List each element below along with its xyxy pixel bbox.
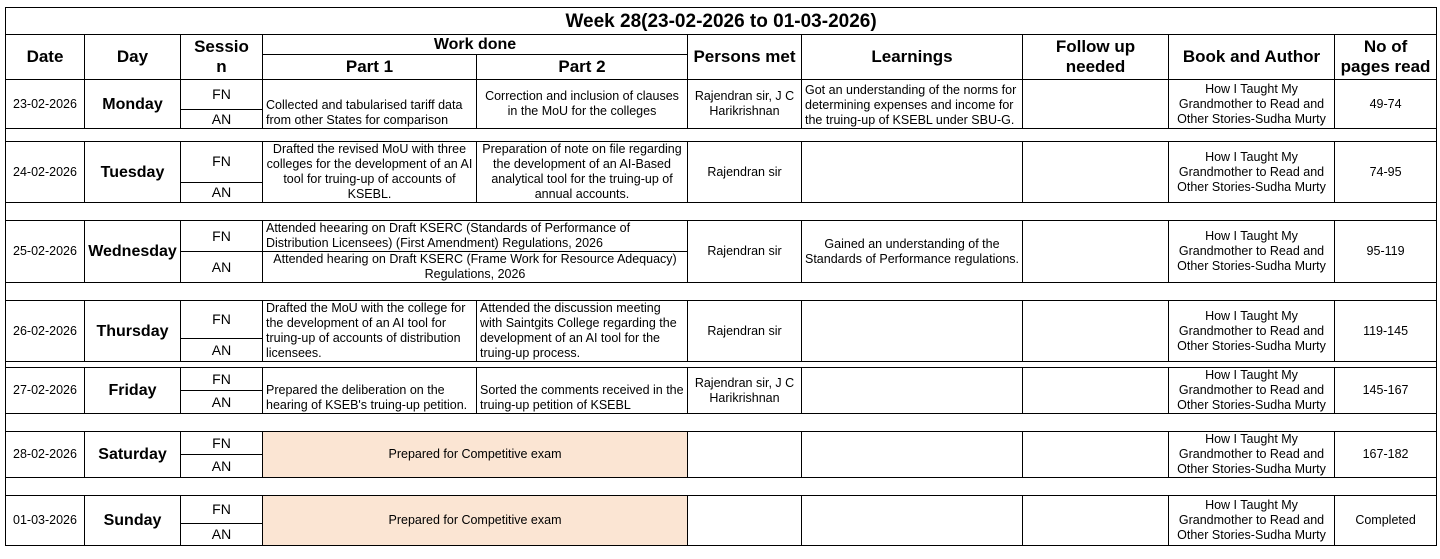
row-date[interactable]: 23-02-2026 <box>6 80 85 129</box>
row-pages[interactable]: 145-167 <box>1335 368 1437 414</box>
session-fn[interactable]: FN <box>181 221 263 252</box>
header-day[interactable]: Day <box>85 35 181 80</box>
row-pages[interactable]: 74-95 <box>1335 142 1437 203</box>
header-follow-up[interactable]: Follow up needed <box>1023 35 1169 80</box>
week-title[interactable]: Week 28(23-02-2026 to 01-03-2026) <box>6 8 1437 35</box>
session-fn[interactable]: FN <box>181 368 263 391</box>
row-day[interactable]: Monday <box>85 80 181 129</box>
row-merged-work[interactable]: Prepared for Competitive exam <box>263 496 688 546</box>
row-follow-up[interactable] <box>1023 142 1169 203</box>
row-learnings[interactable]: Got an understanding of the norms for determining expenses and income for the truing-up of KSEBL under SBU-G. <box>802 80 1023 129</box>
row-day[interactable]: Saturday <box>85 432 181 478</box>
row-persons[interactable]: Rajendran sir <box>688 301 802 362</box>
session-an[interactable]: AN <box>181 252 263 283</box>
row-merged-work[interactable]: Prepared for Competitive exam <box>263 432 688 478</box>
row-fn-work[interactable]: Attended heearing on Draft KSERC (Standards of Performance of Distribution Licensees) (First Amendment) Regulations, 2026 <box>263 221 688 252</box>
row-part2[interactable]: Attended the discussion meeting with Saintgits College regarding the development of an AI tool for the truing-up process. <box>477 301 688 362</box>
row-date[interactable]: 27-02-2026 <box>6 368 85 414</box>
row-follow-up[interactable] <box>1023 368 1169 414</box>
row-follow-up[interactable] <box>1023 221 1169 283</box>
row-persons[interactable]: Rajendran sir, J C Harikrishnan <box>688 80 802 129</box>
row-learnings[interactable] <box>802 142 1023 203</box>
row-an-work[interactable]: Attended hearing on Draft KSERC (Frame Work for Resource Adequacy) Regulations, 2026 <box>263 252 688 283</box>
session-fn[interactable]: FN <box>181 80 263 110</box>
row-follow-up[interactable] <box>1023 301 1169 362</box>
row-persons[interactable] <box>688 432 802 478</box>
row-date[interactable]: 24-02-2026 <box>6 142 85 203</box>
session-an[interactable]: AN <box>181 524 263 546</box>
row-pages[interactable]: 49-74 <box>1335 80 1437 129</box>
row-learnings[interactable] <box>802 432 1023 478</box>
row-day[interactable]: Wednesday <box>85 221 181 283</box>
header-learnings[interactable]: Learnings <box>802 35 1023 80</box>
row-part1[interactable]: Drafted the revised MoU with three colleges for the development of an AI tool for truing-up of accounts of KSEBL. <box>263 142 477 203</box>
weekly-report-table <box>5 7 1437 546</box>
row-persons[interactable]: Rajendran sir <box>688 142 802 203</box>
row-date[interactable]: 01-03-2026 <box>6 496 85 546</box>
header-date[interactable]: Date <box>6 35 85 80</box>
row-learnings[interactable] <box>802 301 1023 362</box>
row-book[interactable]: How I Taught My Grandmother to Read and Other Stories-Sudha Murty <box>1169 221 1335 283</box>
row-day[interactable]: Thursday <box>85 301 181 362</box>
header-session[interactable]: Sessio n <box>181 35 263 80</box>
row-part2[interactable]: Correction and inclusion of clauses in the MoU for the colleges <box>477 80 688 129</box>
row-book[interactable]: How I Taught My Grandmother to Read and Other Stories-Sudha Murty <box>1169 496 1335 546</box>
row-date[interactable]: 25-02-2026 <box>6 221 85 283</box>
row-book[interactable]: How I Taught My Grandmother to Read and Other Stories-Sudha Murty <box>1169 80 1335 129</box>
row-book[interactable]: How I Taught My Grandmother to Read and Other Stories-Sudha Murty <box>1169 368 1335 414</box>
row-pages[interactable]: Completed <box>1335 496 1437 546</box>
session-fn[interactable]: FN <box>181 301 263 339</box>
row-day[interactable]: Tuesday <box>85 142 181 203</box>
row-date[interactable]: 26-02-2026 <box>6 301 85 362</box>
row-part1[interactable]: Drafted the MoU with the college for the development of an AI tool for truing-up of accounts of distribution licensees. <box>263 301 477 362</box>
header-part1[interactable]: Part 1 <box>263 55 477 80</box>
row-follow-up[interactable] <box>1023 496 1169 546</box>
session-fn[interactable]: FN <box>181 496 263 524</box>
row-day[interactable]: Friday <box>85 368 181 414</box>
row-part1[interactable]: Collected and tabularised tariff data from other States for comparison <box>263 80 477 129</box>
row-part2[interactable]: Sorted the comments received in the truing-up petition of KSEBL <box>477 368 688 414</box>
row-part1[interactable]: Prepared the deliberation on the hearing of KSEB's truing-up petition. <box>263 368 477 414</box>
row-pages[interactable]: 167-182 <box>1335 432 1437 478</box>
header-book-author[interactable]: Book and Author <box>1169 35 1335 80</box>
row-date[interactable]: 28-02-2026 <box>6 432 85 478</box>
row-book[interactable]: How I Taught My Grandmother to Read and Other Stories-Sudha Murty <box>1169 432 1335 478</box>
session-fn[interactable]: FN <box>181 432 263 455</box>
row-day[interactable]: Sunday <box>85 496 181 546</box>
header-work-done[interactable]: Work done <box>263 35 688 55</box>
session-an[interactable]: AN <box>181 339 263 362</box>
row-book[interactable]: How I Taught My Grandmother to Read and Other Stories-Sudha Murty <box>1169 301 1335 362</box>
session-an[interactable]: AN <box>181 110 263 129</box>
row-learnings[interactable]: Gained an understanding of the Standards of Performance regulations. <box>802 221 1023 283</box>
row-follow-up[interactable] <box>1023 432 1169 478</box>
row-pages[interactable]: 95-119 <box>1335 221 1437 283</box>
row-pages[interactable]: 119-145 <box>1335 301 1437 362</box>
row-persons[interactable]: Rajendran sir, J C Harikrishnan <box>688 368 802 414</box>
row-persons[interactable]: Rajendran sir <box>688 221 802 283</box>
row-book[interactable]: How I Taught My Grandmother to Read and Other Stories-Sudha Murty <box>1169 142 1335 203</box>
header-persons-met[interactable]: Persons met <box>688 35 802 80</box>
session-an[interactable]: AN <box>181 455 263 478</box>
row-part2[interactable]: Preparation of note on file regarding the development of an AI-Based analytical tool for the truing-up of annual accounts. <box>477 142 688 203</box>
row-learnings[interactable] <box>802 496 1023 546</box>
row-follow-up[interactable] <box>1023 80 1169 129</box>
session-fn[interactable]: FN <box>181 142 263 183</box>
header-pages-read[interactable]: No of pages read <box>1335 35 1437 80</box>
header-part2[interactable]: Part 2 <box>477 55 688 80</box>
session-an[interactable]: AN <box>181 182 263 202</box>
session-an[interactable]: AN <box>181 391 263 414</box>
row-persons[interactable] <box>688 496 802 546</box>
row-learnings[interactable] <box>802 368 1023 414</box>
